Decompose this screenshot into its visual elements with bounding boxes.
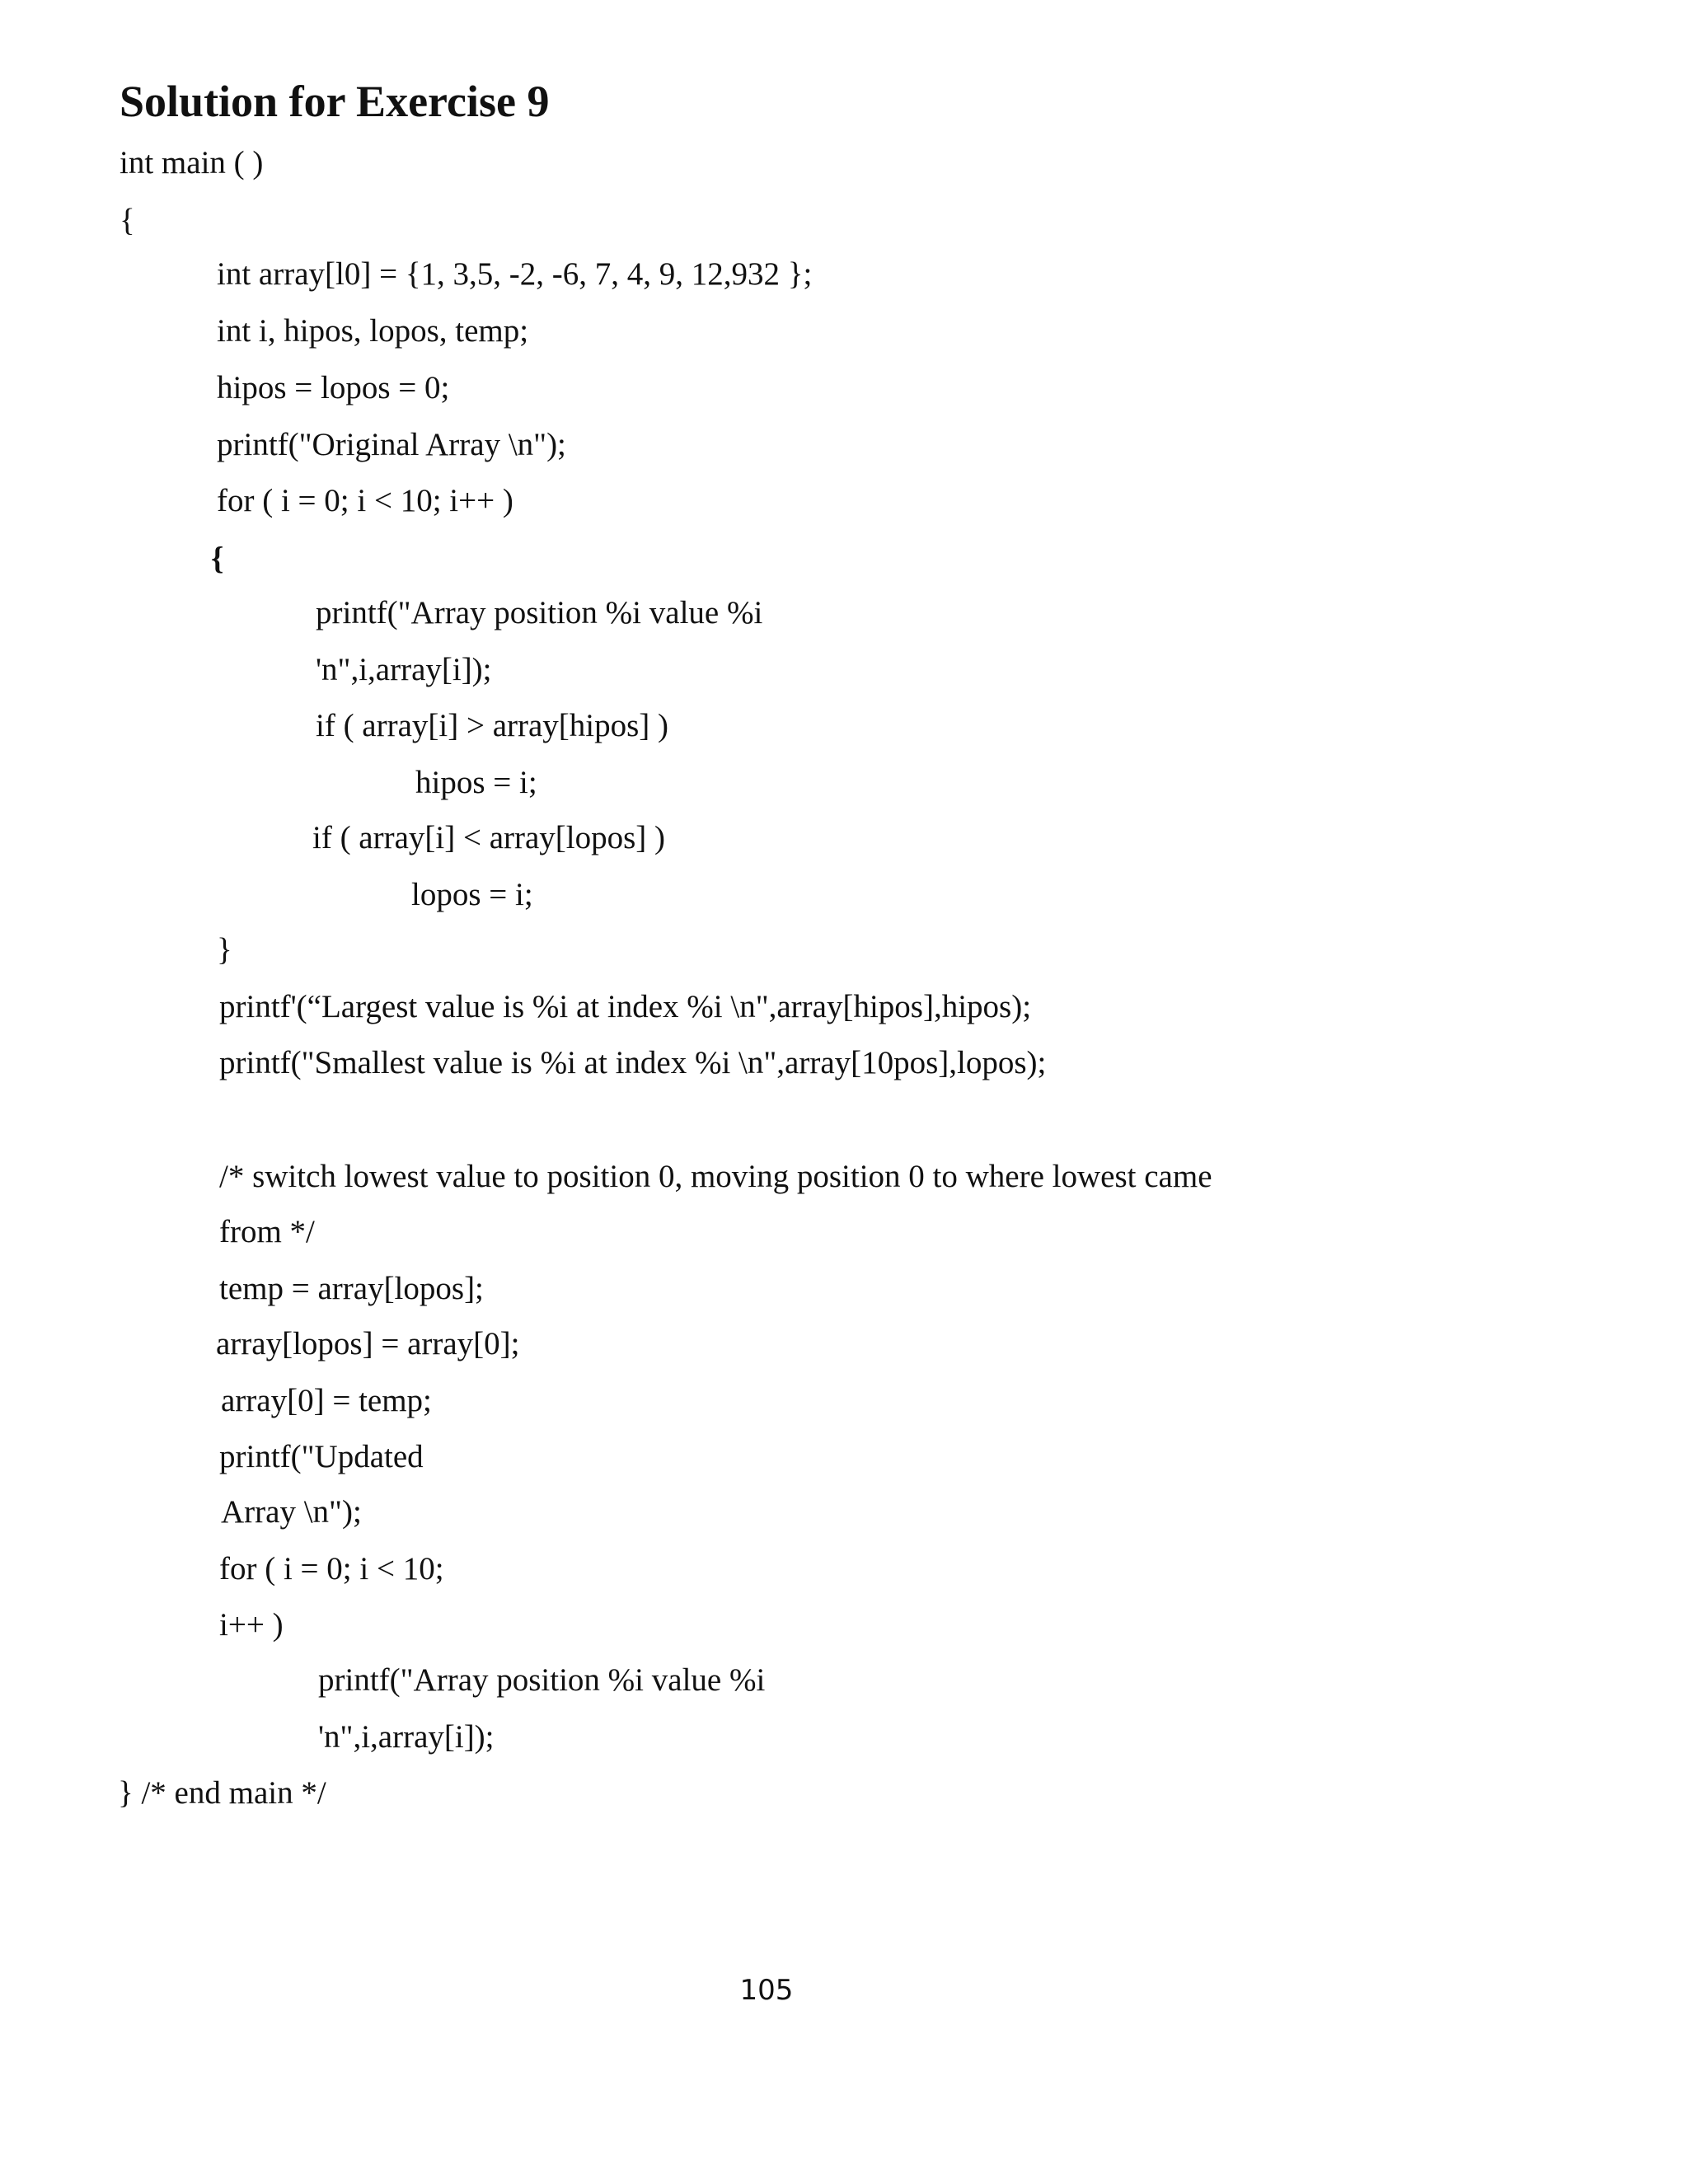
code-line: printf("Array position %i value %i [318, 1662, 766, 1698]
code-line: int main ( ) [120, 145, 264, 180]
code-line: { [120, 203, 135, 238]
page-title: Solution for Exercise 9 [120, 77, 550, 126]
code-line: hipos = lopos = 0; [217, 370, 450, 405]
code-line: hipos = i; [415, 765, 537, 800]
code-line: from */ [219, 1214, 315, 1249]
code-line: if ( array[i] > array[hipos] ) [316, 708, 669, 743]
page-number: 105 [739, 1974, 794, 2007]
code-line: printf("Smallest value is %i at index %i \n",array[10pos],lopos); [219, 1045, 1047, 1080]
code-line: { [211, 541, 224, 576]
code-line: i++ ) [219, 1607, 284, 1643]
code-line: for ( i = 0; i < 10; i++ ) [217, 483, 513, 518]
code-line: 'n",i,array[i]); [318, 1719, 495, 1755]
code-line: printf("Array position %i value %i [316, 595, 763, 630]
code-line: 'n",i,array[i]); [316, 652, 492, 687]
code-line: for ( i = 0; i < 10; [219, 1551, 444, 1586]
code-line: temp = array[lopos]; [219, 1271, 484, 1306]
code-line: printf("Original Array \n"); [217, 427, 566, 462]
code-line: printf'(“Largest value is %i at index %i \n",array[hipos],hipos); [219, 989, 1032, 1024]
code-line: } /* end main */ [118, 1775, 326, 1811]
code-line: if ( array[i] < array[lopos] ) [312, 820, 666, 855]
code-line: /* switch lowest value to position 0, moving position 0 to where lowest came [219, 1159, 1212, 1194]
code-line: Array \n"); [221, 1494, 362, 1530]
code-line: int array[l0] = {1, 3,5, -2, -6, 7, 4, 9, 12,932 }; [217, 256, 813, 292]
code-line: int i, hipos, lopos, temp; [217, 313, 529, 349]
code-line: } [217, 932, 232, 968]
code-line: array[lopos] = array[0]; [216, 1326, 520, 1361]
code-line: array[0] = temp; [221, 1383, 432, 1418]
code-line: printf("Updated [219, 1439, 424, 1474]
code-line: lopos = i; [411, 877, 533, 912]
